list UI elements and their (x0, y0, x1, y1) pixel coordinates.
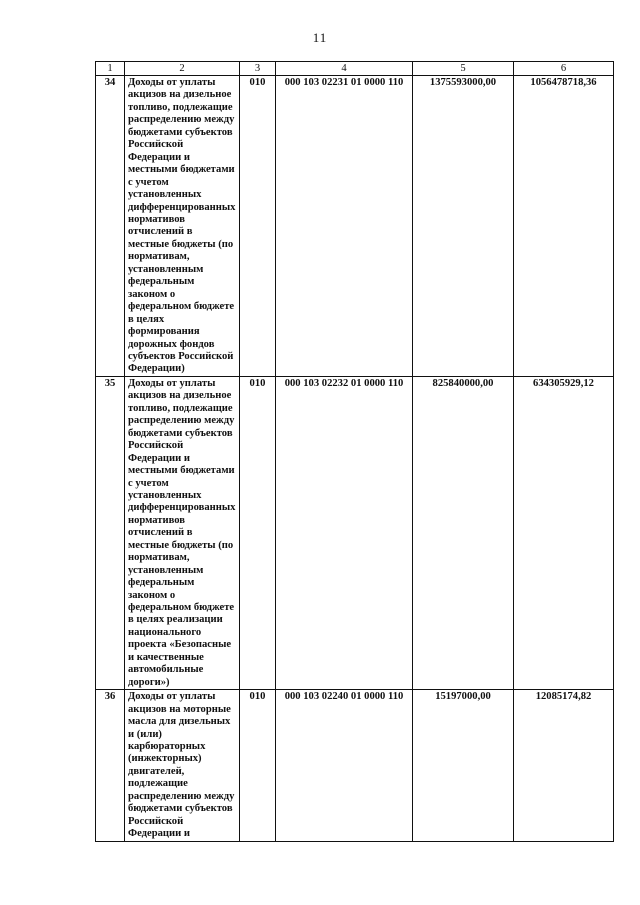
table-row (96, 76, 614, 377)
planned-amount: 1375593000,00 (413, 76, 514, 377)
row-number: 34 (96, 76, 125, 377)
column-header: 2 (125, 62, 240, 76)
budget-classification-code: 000 103 02231 01 0000 110 (276, 76, 413, 377)
line-code: 010 (240, 76, 276, 377)
table-header-row (96, 62, 614, 76)
planned-amount: 825840000,00 (413, 376, 514, 689)
line-code: 010 (240, 690, 276, 841)
column-header: 4 (276, 62, 413, 76)
column-header: 1 (96, 62, 125, 76)
actual-amount: 1056478718,36 (514, 76, 614, 377)
column-header: 3 (240, 62, 276, 76)
actual-amount: 634305929,12 (514, 376, 614, 689)
page-number: 11 (312, 30, 328, 45)
revenue-description: Доходы от уплаты акцизов на моторные масла для дизельных и (или) карбюраторных (инжекторных) двигателей, подлежащие распределению между бюджетами субъектов Российской Федерации и (125, 690, 240, 841)
planned-amount: 15197000,00 (413, 690, 514, 841)
budget-revenue-table (95, 61, 614, 842)
line-code: 010 (240, 376, 276, 689)
row-number: 35 (96, 376, 125, 689)
table-row (96, 376, 614, 689)
budget-classification-code: 000 103 02240 01 0000 110 (276, 690, 413, 841)
column-header: 6 (514, 62, 614, 76)
row-number: 36 (96, 690, 125, 841)
revenue-description: Доходы от уплаты акцизов на дизельное топливо, подлежащие распределению между бюджетами субъектов Российской Федерации и местными бюджетами с учетом установленных дифференцированных нормативов отчислений в местные бюджеты (по нормативам, установленным федеральным законом о федеральном бюджете в целях реализации национального проекта «Безопасные и качественные автомобильные дороги») (125, 376, 240, 689)
column-header: 5 (413, 62, 514, 76)
actual-amount: 12085174,82 (514, 690, 614, 841)
table-row (96, 690, 614, 841)
budget-classification-code: 000 103 02232 01 0000 110 (276, 376, 413, 689)
revenue-description: Доходы от уплаты акцизов на дизельное топливо, подлежащие распределению между бюджетами субъектов Российской Федерации и местными бюджетами с учетом установленных дифференцированных нормативов отчислений в местные бюджеты (по нормативам, установленным федеральным законом о федеральном бюджете в целях формирования дорожных фондов субъектов Российской Федерации) (125, 76, 240, 377)
